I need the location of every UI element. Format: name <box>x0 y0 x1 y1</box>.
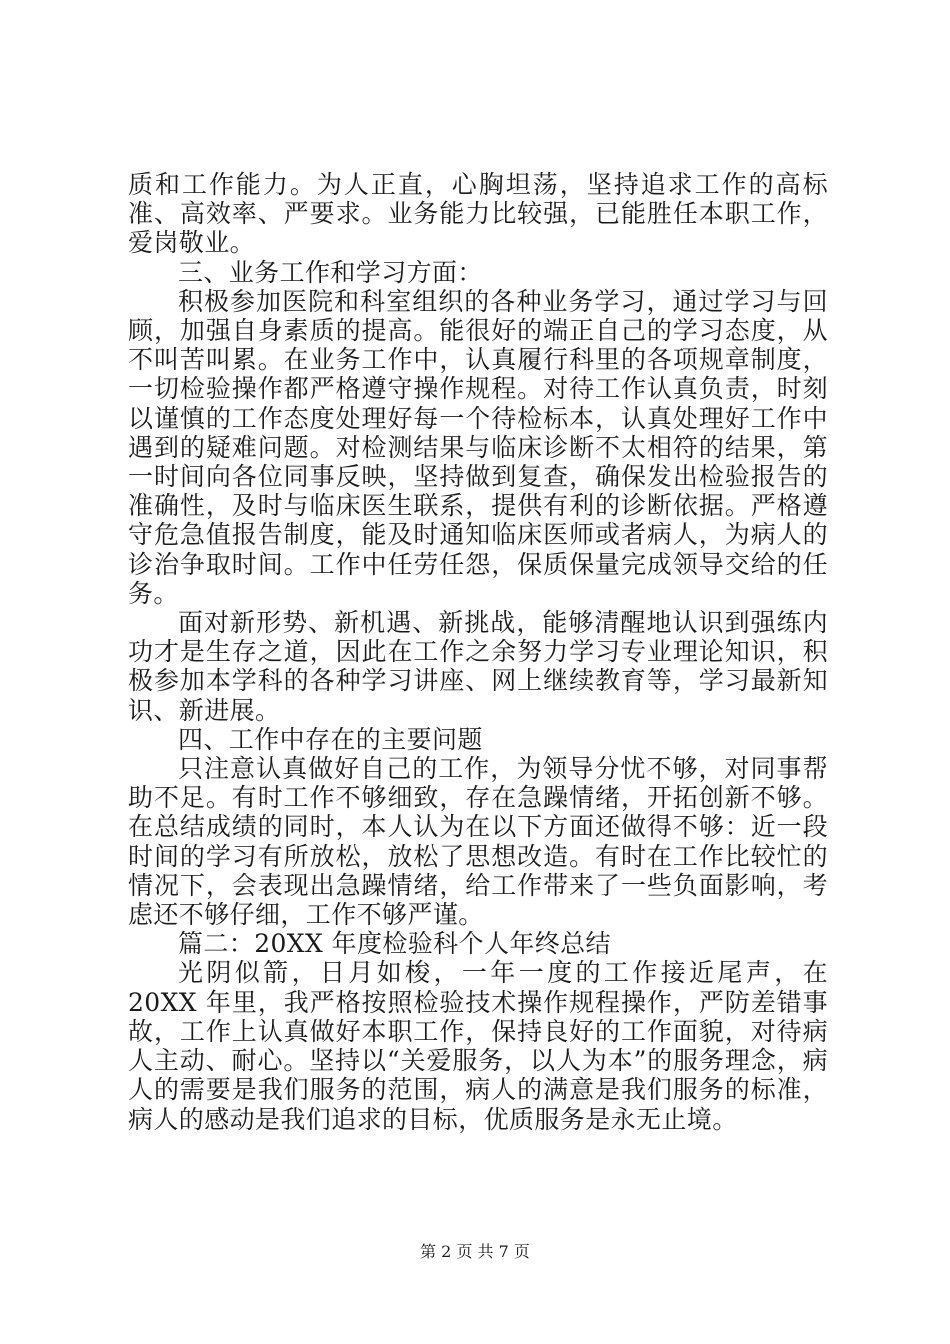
paragraph-2: 积极参加医院和科室组织的各种业务学习，通过学习与回顾，加强自身素质的提高。能很好的端正自己的学习态度，从不叫苦叫累。在业务工作中，认真履行科里的各项规章制度，一切检验操作都严格遵守操作规程。对待工作认真负责，时刻以谨慎的工作态度处理好每一个待检标本，认真处理好工作中遇到的疑难问题。对检测结果与临床诊断不太相符的结果，第一时间向各位同事反映，坚持做到复查，确保发出检验报告的准确性，及时与临床医生联系，提供有利的诊断依据。严格遵守危急值报告制度，能及时通知临床医师或者病人，为病人的诊治争取时间。工作中任劳任怨，保质保量完成领导交给的任务。 <box>128 286 828 608</box>
page-number-footer: 第 2 页 共 7 页 <box>420 1242 530 1261</box>
section-heading-4: 四、工作中存在的主要问题 <box>178 724 483 754</box>
paragraph-4: 只注意认真做好自己的工作，为领导分忧不够，对同事帮助不足。有时工作不够细致，存在急躁情绪，开拓创新不够。在总结成绩的同时，本人认为在以下方面还做得不够：近一段时间的学习有所放松，放松了思想改造。有时在工作比较忙的情况下，会表现出急躁情绪，给工作带来了一些负面影响，考虑还不够仔细，工作不够严谨。 <box>128 754 828 930</box>
paragraph-5: 光阴似箭，日月如梭，一年一度的工作接近尾声，在 20XX 年里，我严格按照检验技术操作规程操作，严防差错事故，工作上认真做好本职工作，保持良好的工作面貌，对待病人主动、耐心。坚持以“关爱服务，以人为本”的服务理念，病人的需要是我们服务的范围，病人的满意是我们服务的标准，病人的感动是我们追求的目标，优质服务是永无止境。 <box>128 958 828 1134</box>
document-body <box>128 170 828 1134</box>
paragraph-1: 质和工作能力。为人正直，心胸坦荡，坚持追求工作的高标准、高效率、严要求。业务能力比较强，已能胜任本职工作，爱岗敬业。 <box>128 170 828 258</box>
paragraph-3: 面对新形势、新机遇、新挑战，能够清醒地认识到强练内功才是生存之道，因此在工作之余努力学习专业理论知识，积极参加本学科的各种学习讲座、网上继续教育等，学习最新知识、新进展。 <box>128 608 828 725</box>
chapter-heading-2: 篇二：20XX 年度检验科个人年终总结 <box>178 929 611 959</box>
section-heading-3: 三、业务工作和学习方面： <box>178 257 483 287</box>
